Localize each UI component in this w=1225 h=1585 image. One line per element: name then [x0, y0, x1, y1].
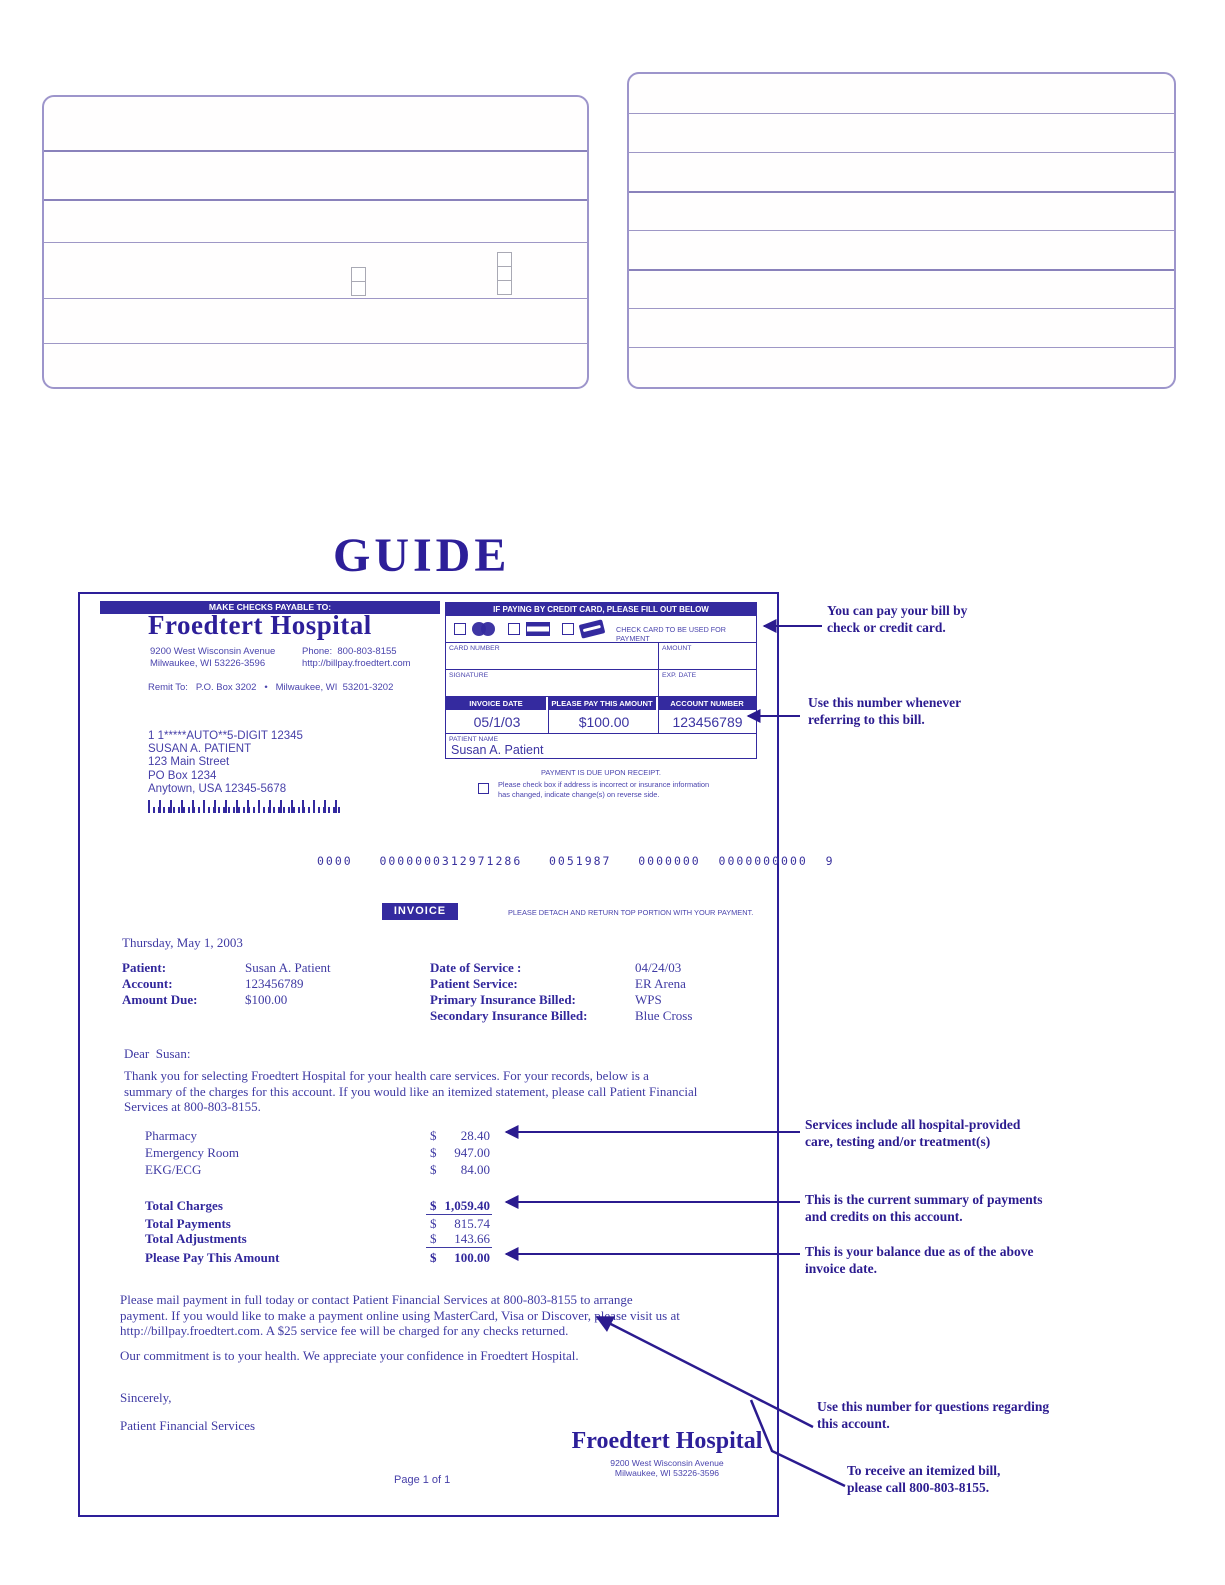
guide-title: GUIDE: [333, 529, 511, 582]
info-row: [80, 992, 777, 1008]
hospital-address-line1: 9200 West Wisconsin Avenue: [150, 646, 276, 657]
patient-service-label: Patient Service:: [430, 976, 518, 991]
charge-row: [80, 1145, 777, 1161]
panel-divider: [629, 347, 1174, 348]
body1-line: Services at 800-803-8155.: [124, 1099, 261, 1114]
hospital-name: Froedtert Hospital: [148, 610, 372, 640]
panel-divider: [629, 230, 1174, 231]
body2-line: payment. If you would like to make a payment online using MasterCard, Visa or Discover, please visit us at: [120, 1307, 680, 1323]
total-payments-row: [80, 1216, 777, 1232]
mastercard-icon: [472, 622, 496, 636]
amount-due-label: Amount Due:: [122, 992, 198, 1007]
info-row: [80, 976, 777, 992]
charge-row: [80, 1128, 777, 1144]
check-card-label: CHECK CARD TO BE USED FOR PAYMENT: [616, 625, 726, 643]
annotation-line: Use this number whenever: [808, 695, 962, 710]
charge-amount: 84.00: [460, 1162, 490, 1177]
secondary-insurance-label: Secondary Insurance Billed:: [430, 1008, 588, 1023]
account-label: Account:: [122, 976, 173, 991]
primary-insurance-value: WPS: [635, 992, 662, 1007]
mailing-street: 123 Main Street: [148, 756, 230, 769]
signature-field[interactable]: [450, 682, 656, 695]
panel-divider: [629, 269, 1174, 271]
annotation-line: invoice date.: [805, 1261, 877, 1276]
address-change-checkbox[interactable]: [478, 783, 489, 794]
remit-to-line: Remit To: P.O. Box 3202 • Milwaukee, WI 53201-3202: [148, 682, 394, 693]
currency-symbol: $: [430, 1231, 437, 1246]
amount-due-value: $100.00: [245, 992, 288, 1007]
address-change-note-line1: Please check box if address is incorrect or insurance information: [498, 780, 710, 789]
micr-line: 0000 0000000312971286 0051987 0000000 0000000000 9: [317, 854, 835, 868]
card-number-row: [446, 643, 756, 670]
account-number-header: ACCOUNT NUMBER: [658, 697, 756, 710]
annotation-line: this account.: [817, 1416, 890, 1431]
charge-amount-group: [426, 1128, 492, 1144]
payment-due-notice: PAYMENT IS DUE UPON RECEIPT.: [541, 768, 661, 777]
top-left-notes-panel: [42, 95, 589, 389]
mailing-address-block: [148, 730, 303, 796]
info-row: [80, 960, 777, 976]
detach-note: PLEASE DETACH AND RETURN TOP PORTION WITH YOUR PAYMENT.: [508, 908, 754, 917]
empty-checkbox[interactable]: [351, 281, 366, 296]
currency-symbol: $: [430, 1250, 437, 1265]
charge-name: EKG/ECG: [145, 1162, 202, 1177]
annotation-line: care, testing and/or treatment(s): [805, 1134, 991, 1149]
invoice-badge: INVOICE: [382, 903, 458, 920]
salutation: Dear Susan:: [124, 1046, 191, 1061]
currency-symbol: $: [430, 1145, 437, 1160]
patient-name-value: Susan A. Patient: [451, 743, 544, 757]
patient-service-value: ER Arena: [635, 976, 686, 991]
annotation-line: This is the current summary of payments: [805, 1192, 1043, 1207]
empty-checkbox[interactable]: [497, 280, 512, 295]
exp-date-label: EXP. DATE: [662, 672, 697, 679]
date-of-service-label: Date of Service :: [430, 960, 522, 975]
annotation-line: You can pay your bill by: [827, 603, 968, 618]
total-adjustments-amount: 143.66: [454, 1231, 490, 1246]
invoice-date-cell: [446, 710, 548, 733]
letter-signature: Patient Financial Services: [120, 1418, 256, 1433]
mailing-name: SUSAN A. PATIENT: [148, 743, 252, 756]
mailing-code-line: 1 1*****AUTO**5-DIGIT 12345: [148, 730, 303, 742]
panel-divider: [629, 308, 1174, 309]
annotation-line: This is your balance due as of the above: [805, 1244, 1034, 1259]
account-number-value: 123456789: [672, 714, 743, 730]
mailing-city: Anytown, USA 12345-5678: [148, 782, 287, 795]
pay-amount-cell: [548, 710, 659, 733]
annotation-account-number: [808, 694, 961, 728]
empty-checkbox[interactable]: [497, 266, 512, 281]
footer-logo: Froedtert Hospital: [571, 1428, 763, 1454]
annotation-line: referring to this bill.: [808, 712, 925, 727]
charge-amount: 28.40: [460, 1128, 490, 1143]
empty-checkbox[interactable]: [351, 267, 366, 282]
annotation-line: please call 800-803-8155.: [847, 1480, 990, 1495]
empty-checkbox[interactable]: [497, 252, 512, 267]
hospital-website: http://billpay.froedtert.com: [302, 658, 411, 669]
address-change-note: [498, 780, 709, 799]
annotation-summary: [805, 1191, 1043, 1225]
charge-name: Emergency Room: [145, 1145, 239, 1160]
total-payments-group: [426, 1216, 492, 1232]
annotation-services: [805, 1116, 1020, 1150]
annotation-pay-method: [827, 602, 967, 636]
annotation-itemized-bill: [847, 1462, 1000, 1496]
annotation-line: Services include all hospital-provided: [805, 1117, 1021, 1132]
secondary-insurance-value: Blue Cross: [635, 1008, 693, 1023]
footer-address-line1: 9200 West Wisconsin Avenue: [610, 1458, 724, 1468]
currency-symbol: $: [430, 1162, 437, 1177]
annotation-balance-due: [805, 1243, 1034, 1277]
annotation-line: Use this number for questions regarding: [817, 1399, 1050, 1414]
patient-value: Susan A. Patient: [245, 960, 331, 975]
panel-divider: [44, 298, 587, 299]
letter-closing: Sincerely,: [120, 1390, 172, 1405]
panel-divider: [44, 150, 587, 152]
total-charges-amount: 1,059.40: [444, 1198, 490, 1213]
annotation-line: check or credit card.: [827, 620, 946, 635]
hospital-address-line2: Milwaukee, WI 53226-3596: [150, 658, 266, 669]
invoice-summary-value-row: [446, 710, 756, 734]
visa-icon: VISA: [526, 622, 550, 636]
please-pay-label: Please Pay This Amount: [145, 1250, 280, 1265]
total-payments-label: Total Payments: [145, 1216, 231, 1231]
body1-line: Thank you for selecting Froedtert Hospital for your health care services. For your records, below is a: [124, 1068, 649, 1083]
total-adjustments-row: [80, 1231, 777, 1247]
cell-divider: [658, 670, 659, 696]
discover-checkbox[interactable]: [562, 623, 574, 635]
charge-amount: 947.00: [454, 1145, 490, 1160]
body2-line: http://billpay.froedtert.com. A $25 service fee will be charged for any checks returned.: [120, 1323, 569, 1338]
mailing-po-box: PO Box 1234: [148, 769, 217, 782]
letter-body-paragraph-2: [120, 1292, 760, 1339]
invoice-summary-header-row: [446, 697, 756, 710]
pay-amount-value: $100.00: [578, 714, 630, 730]
please-pay-row: [80, 1250, 777, 1266]
annotation-line: To receive an itemized bill,: [847, 1463, 1001, 1478]
letter-date: Thursday, May 1, 2003: [122, 935, 243, 950]
annotation-questions-number: [817, 1398, 1049, 1432]
card-number-label: CARD NUMBER: [449, 645, 500, 652]
letter-body-paragraph-3: Our commitment is to your health. We appreciate your confidence in Froedtert Hospital.: [120, 1348, 579, 1363]
patient-name-label: PATIENT NAME: [449, 736, 499, 743]
body2-line: Please mail payment in full today or contact Patient Financial Services at 800-803-8155 to arrange: [120, 1292, 633, 1307]
hospital-phone: Phone: 800-803-8155: [302, 646, 397, 657]
please-pay-group: [426, 1250, 492, 1266]
credit-card-section: [445, 602, 757, 759]
total-charges-label: Total Charges: [145, 1198, 223, 1213]
date-of-service-value: 04/24/03: [635, 960, 682, 975]
discover-icon: [579, 619, 606, 638]
account-value: 123456789: [245, 976, 304, 991]
charge-name: Pharmacy: [145, 1128, 197, 1143]
invoice-date-header: INVOICE DATE: [446, 697, 546, 710]
total-charges-group: [426, 1198, 492, 1215]
please-pay-amount: 100.00: [454, 1250, 490, 1265]
top-right-notes-panel: [627, 72, 1176, 389]
visa-checkbox[interactable]: [508, 623, 520, 635]
amount-label: AMOUNT: [662, 645, 692, 652]
pay-amount-header: PLEASE PAY THIS AMOUNT: [548, 697, 656, 710]
primary-insurance-label: Primary Insurance Billed:: [430, 992, 576, 1007]
body1-line: summary of the charges for this account. If you would like an itemized statement, please call Patient Financial: [124, 1083, 698, 1099]
currency-symbol: $: [430, 1198, 437, 1213]
annotation-line: and credits on this account.: [805, 1209, 963, 1224]
panel-divider: [629, 113, 1174, 114]
charge-amount-group: [426, 1162, 492, 1178]
currency-symbol: $: [430, 1128, 437, 1143]
panel-divider: [629, 191, 1174, 193]
panel-divider: [44, 242, 587, 243]
postnet-barcode: [148, 800, 340, 813]
total-adjustments-group: [426, 1231, 492, 1248]
footer-logo-block: [517, 1428, 817, 1478]
card-type-row: [446, 616, 756, 643]
page-number: Page 1 of 1: [394, 1474, 451, 1486]
barcode-bars: [148, 807, 340, 813]
letter-body-paragraph-1: [124, 1068, 754, 1115]
invoice-date-value: 05/1/03: [473, 714, 521, 730]
invoice-document: [78, 592, 835, 1517]
signature-row: [446, 670, 756, 697]
total-adjustments-label: Total Adjustments: [145, 1231, 247, 1246]
charge-row: [80, 1162, 777, 1178]
credit-card-header: IF PAYING BY CREDIT CARD, PLEASE FILL OUT BELOW: [446, 603, 756, 616]
total-payments-amount: 815.74: [454, 1216, 490, 1231]
mastercard-checkbox[interactable]: [454, 623, 466, 635]
currency-symbol: $: [430, 1216, 437, 1231]
address-change-note-line2: has changed, indicate change(s) on reverse side.: [498, 789, 660, 799]
account-number-cell: [658, 710, 756, 733]
signature-label: SIGNATURE: [449, 672, 489, 679]
panel-divider: [44, 199, 587, 201]
total-charges-row: [80, 1198, 777, 1214]
patient-name-row: [446, 734, 756, 758]
footer-address-line2: Milwaukee, WI 53226-3596: [614, 1468, 720, 1478]
cell-divider: [658, 643, 659, 669]
make-checks-payable-bar: MAKE CHECKS PAYABLE TO:: [100, 601, 440, 614]
charge-amount-group: [426, 1145, 492, 1161]
card-number-field[interactable]: [450, 655, 656, 668]
patient-label: Patient:: [122, 960, 167, 975]
panel-divider: [629, 152, 1174, 153]
panel-divider: [44, 343, 587, 344]
info-row: [80, 1008, 777, 1024]
